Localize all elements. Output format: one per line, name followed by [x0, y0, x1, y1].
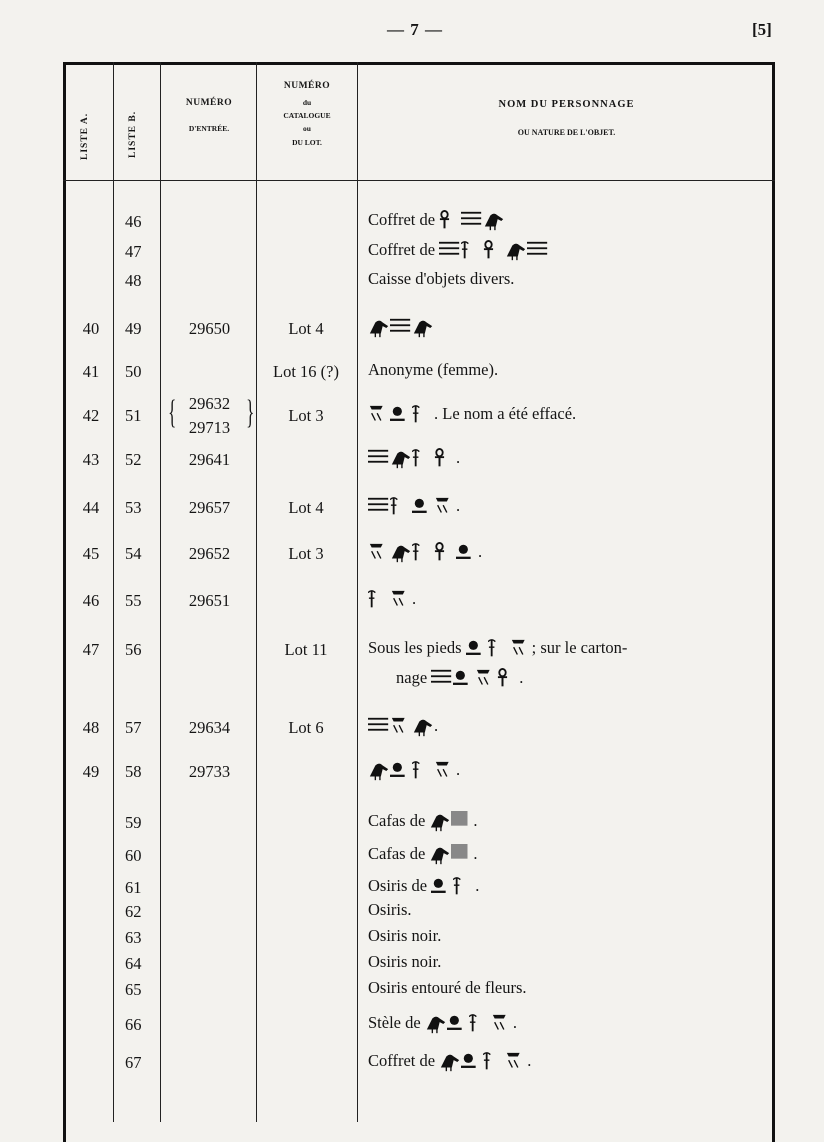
description-suffix: . Le nom a été effacé. — [434, 404, 577, 423]
description-suffix: . — [473, 811, 478, 830]
description-cell — [368, 496, 460, 518]
liste-a-cell: 46 — [82, 591, 100, 610]
hieroglyph-bird-icon — [412, 716, 434, 738]
hieroglyph-group — [462, 638, 532, 657]
header-numero-cat-1: NUMÉRO — [283, 81, 331, 91]
numero-entree-cell: 29651 — [188, 591, 231, 610]
header-nom-2: OU NATURE DE L'OBJET. — [517, 128, 616, 137]
liste-b-cell: 51 — [125, 406, 142, 425]
liste-a-cell: 48 — [82, 718, 100, 737]
description-cell — [368, 844, 478, 866]
numero-entree-cell: 29634 — [188, 718, 231, 737]
hieroglyph-group — [425, 844, 473, 863]
hieroglyph-sun-icon — [390, 404, 412, 426]
liste-b-cell: 52 — [125, 450, 142, 469]
hieroglyph-reed-icon — [453, 876, 475, 898]
numero-catalogue-cell: Lot 3 — [288, 544, 324, 563]
hieroglyph-group — [421, 1013, 513, 1032]
numero-entree-cell: 29733 — [188, 762, 231, 781]
hieroglyph-box-icon — [451, 811, 473, 833]
hieroglyph-reed-icon — [412, 760, 434, 782]
liste-b-cell: 50 — [125, 362, 142, 381]
description-suffix: ; sur le carton- — [531, 638, 628, 657]
description-cell — [368, 978, 527, 998]
description-cell — [368, 269, 514, 289]
numero-entree-cell: 29650 — [188, 319, 231, 338]
liste-a-cell: 43 — [82, 450, 100, 469]
description-suffix: . — [478, 542, 483, 561]
description-cell — [368, 876, 479, 898]
liste-b-cell: 48 — [125, 271, 142, 290]
hieroglyph-ankh-icon — [439, 210, 461, 232]
liste-a-cell: 40 — [82, 319, 100, 338]
hieroglyph-bird-icon — [439, 1051, 461, 1073]
hieroglyph-sun-icon — [466, 638, 488, 660]
description-text: Anonyme (femme). — [368, 360, 499, 379]
hieroglyph-group — [368, 589, 412, 608]
header-numero-cat-3: CATALOGUE — [283, 111, 331, 120]
description-cell — [368, 542, 482, 564]
header-nom-1: NOM DU PERSONNAGE — [498, 99, 635, 110]
hieroglyph-reed-icon — [469, 1013, 491, 1035]
numero-entree-cell: 29632 — [188, 394, 231, 413]
liste-b-cell: 66 — [125, 1015, 142, 1034]
header-numero-entree-2: D'ENTRÉE. — [188, 124, 230, 133]
column-divider — [357, 62, 358, 1122]
description-text: Osiris. — [368, 900, 412, 919]
liste-a-cell: 49 — [82, 762, 100, 781]
liste-a-cell: 45 — [82, 544, 100, 563]
description-suffix: . — [475, 876, 480, 895]
liste-a-cell: 47 — [82, 640, 100, 659]
header-numero-cat-4: ou — [303, 124, 311, 133]
liste-a-cell: 42 — [82, 406, 100, 425]
hieroglyph-group — [427, 876, 475, 895]
description-cell — [368, 926, 441, 946]
hieroglyph-bird-icon — [429, 811, 451, 833]
hieroglyph-bird-icon — [412, 317, 434, 339]
liste-b-cell: 56 — [125, 640, 142, 659]
description-text: Osiris entouré de fleurs. — [368, 978, 527, 997]
liste-b-cell: 46 — [125, 212, 142, 231]
header-rule — [63, 180, 775, 181]
brace-right: } — [246, 394, 255, 431]
hieroglyph-bird-icon — [390, 542, 412, 564]
hieroglyph-lines-icon — [368, 716, 390, 738]
hieroglyph-sun-icon — [453, 668, 475, 690]
description-continuation-text: nage — [396, 668, 428, 687]
description-text: Cafas de — [368, 811, 426, 830]
hieroglyph-vase-icon — [390, 716, 412, 738]
description-text: Osiris noir. — [368, 952, 442, 971]
liste-b-cell: 59 — [125, 813, 142, 832]
numero-catalogue-cell: Lot 3 — [288, 406, 324, 425]
description-suffix: . — [456, 448, 461, 467]
liste-b-cell: 57 — [125, 718, 142, 737]
description-cell — [368, 360, 498, 380]
hieroglyph-lines-icon — [390, 317, 412, 339]
hieroglyph-reed-icon — [368, 589, 390, 611]
hieroglyph-group — [435, 240, 549, 259]
description-text: Sous les pieds — [368, 638, 462, 657]
description-cell — [368, 638, 627, 660]
description-cell — [368, 716, 438, 738]
numero-entree-cell: 29652 — [188, 544, 231, 563]
description-text: Stèle de — [368, 1013, 421, 1032]
hieroglyph-vase-icon — [505, 1051, 527, 1073]
hieroglyph-bird-icon — [505, 240, 527, 262]
liste-a-cell: 41 — [82, 362, 100, 381]
description-cell — [368, 1013, 517, 1035]
hieroglyph-bird-icon — [368, 317, 390, 339]
hieroglyph-lines-icon — [368, 496, 390, 518]
description-text: Osiris noir. — [368, 926, 442, 945]
liste-b-cell: 53 — [125, 498, 142, 517]
hieroglyph-lines-icon — [431, 668, 453, 690]
hieroglyph-sun-icon — [456, 542, 478, 564]
description-suffix: . — [456, 496, 461, 515]
description-cell — [368, 900, 412, 920]
hieroglyph-reed-icon — [488, 638, 510, 660]
numero-entree-cell: 29657 — [188, 498, 231, 517]
hieroglyph-bird-icon — [483, 210, 505, 232]
hieroglyph-vase-icon — [368, 542, 390, 564]
hieroglyph-bird-icon — [368, 760, 390, 782]
liste-b-cell: 58 — [125, 762, 142, 781]
liste-b-cell: 55 — [125, 591, 142, 610]
hieroglyph-group — [368, 716, 434, 735]
description-text: Coffret de — [368, 210, 436, 229]
description-suffix: . — [456, 760, 461, 779]
hieroglyph-group — [368, 448, 456, 467]
hieroglyph-lines-icon — [368, 448, 390, 470]
description-cell — [368, 811, 478, 833]
liste-b-cell: 49 — [125, 319, 142, 338]
description-suffix: . — [412, 589, 417, 608]
hieroglyph-sun-icon — [447, 1013, 469, 1035]
header-numero-entree-1: NUMÉRO — [185, 98, 233, 108]
liste-a-cell: 44 — [82, 498, 100, 517]
hieroglyph-vase-icon — [434, 496, 456, 518]
description-cell — [368, 317, 434, 339]
hieroglyph-ankh-icon — [497, 668, 519, 690]
hieroglyph-reed-icon — [412, 404, 434, 426]
hieroglyph-group — [435, 1051, 527, 1070]
description-text: Osiris de — [368, 876, 428, 895]
column-divider — [113, 62, 114, 1122]
hieroglyph-group — [368, 496, 456, 515]
hieroglyph-group — [435, 210, 505, 229]
description-text: Coffret de — [368, 1051, 436, 1070]
numero-catalogue-cell: Lot 11 — [284, 640, 328, 659]
hieroglyph-group — [368, 760, 456, 779]
description-continuation — [396, 668, 523, 690]
hieroglyph-vase-icon — [510, 638, 532, 660]
hieroglyph-sun-icon — [431, 876, 453, 898]
liste-b-cell: 62 — [125, 902, 142, 921]
description-cell — [368, 210, 505, 232]
liste-b-cell: 65 — [125, 980, 142, 999]
description-text: Cafas de — [368, 844, 426, 863]
header-liste-a: LISTE A. — [80, 112, 90, 160]
hieroglyph-reed-icon — [461, 240, 483, 262]
liste-b-cell: 67 — [125, 1053, 142, 1072]
description-cell — [368, 404, 576, 426]
hieroglyph-lines-icon — [461, 210, 483, 232]
hieroglyph-sun-icon — [461, 1051, 483, 1073]
numero-catalogue-cell: Lot 16 (?) — [273, 362, 339, 381]
liste-b-cell: 47 — [125, 242, 142, 261]
page-number: — 7 — — [387, 20, 443, 39]
description-suffix: . — [512, 1013, 517, 1032]
hieroglyph-sun-icon — [390, 760, 412, 782]
hieroglyph-ankh-icon — [434, 542, 456, 564]
hieroglyph-lines-icon — [527, 240, 549, 262]
description-cell — [368, 448, 460, 470]
description-cell — [368, 240, 549, 262]
description-suffix: . — [473, 844, 478, 863]
hieroglyph-vase-icon — [390, 589, 412, 611]
hieroglyph-reed-icon — [390, 496, 412, 518]
hieroglyph-bird-icon — [429, 844, 451, 866]
header-numero-cat-2: du — [302, 98, 312, 107]
hieroglyph-group — [368, 404, 434, 423]
page-reference: [5] — [752, 20, 772, 39]
hieroglyph-group — [425, 811, 473, 830]
hieroglyph-vase-icon — [491, 1013, 513, 1035]
hieroglyph-vase-icon — [368, 404, 390, 426]
description-text: Caisse d'objets divers. — [368, 269, 515, 288]
description-cell — [368, 1051, 531, 1073]
hieroglyph-reed-icon — [412, 448, 434, 470]
brace-left: { — [168, 394, 177, 431]
column-divider — [160, 62, 161, 1122]
hieroglyph-sun-icon — [412, 496, 434, 518]
description-suffix: . — [527, 1051, 532, 1070]
liste-b-cell: 54 — [125, 544, 142, 563]
description-text: Coffret de — [368, 240, 436, 259]
numero-entree-cell: 29641 — [188, 450, 231, 469]
numero-catalogue-cell: Lot 4 — [288, 498, 324, 517]
liste-b-cell: 64 — [125, 954, 142, 973]
header-liste-b: LISTE B. — [128, 110, 138, 158]
numero-catalogue-cell: Lot 6 — [288, 718, 324, 737]
hieroglyph-group — [368, 317, 434, 336]
hieroglyph-reed-icon — [483, 1051, 505, 1073]
numero-entree-cell: 29713 — [188, 418, 231, 437]
hieroglyph-group — [368, 542, 478, 561]
numero-catalogue-cell: Lot 4 — [288, 319, 324, 338]
hieroglyph-box-icon — [451, 844, 473, 866]
hieroglyph-group: . — [427, 668, 523, 687]
hieroglyph-ankh-icon — [434, 448, 456, 470]
description-cell — [368, 589, 416, 611]
hieroglyph-lines-icon — [439, 240, 461, 262]
hieroglyph-vase-icon — [475, 668, 497, 690]
hieroglyph-ankh-icon — [483, 240, 505, 262]
liste-b-cell: 60 — [125, 846, 142, 865]
description-cell — [368, 760, 460, 782]
header-numero-cat-5: DU LOT. — [292, 138, 322, 147]
liste-b-cell: 61 — [125, 878, 142, 897]
liste-b-cell: 63 — [125, 928, 142, 947]
hieroglyph-bird-icon — [425, 1013, 447, 1035]
hieroglyph-bird-icon — [390, 448, 412, 470]
description-suffix: . — [434, 716, 439, 735]
description-cell — [368, 952, 441, 972]
hieroglyph-reed-icon — [412, 542, 434, 564]
hieroglyph-vase-icon — [434, 760, 456, 782]
